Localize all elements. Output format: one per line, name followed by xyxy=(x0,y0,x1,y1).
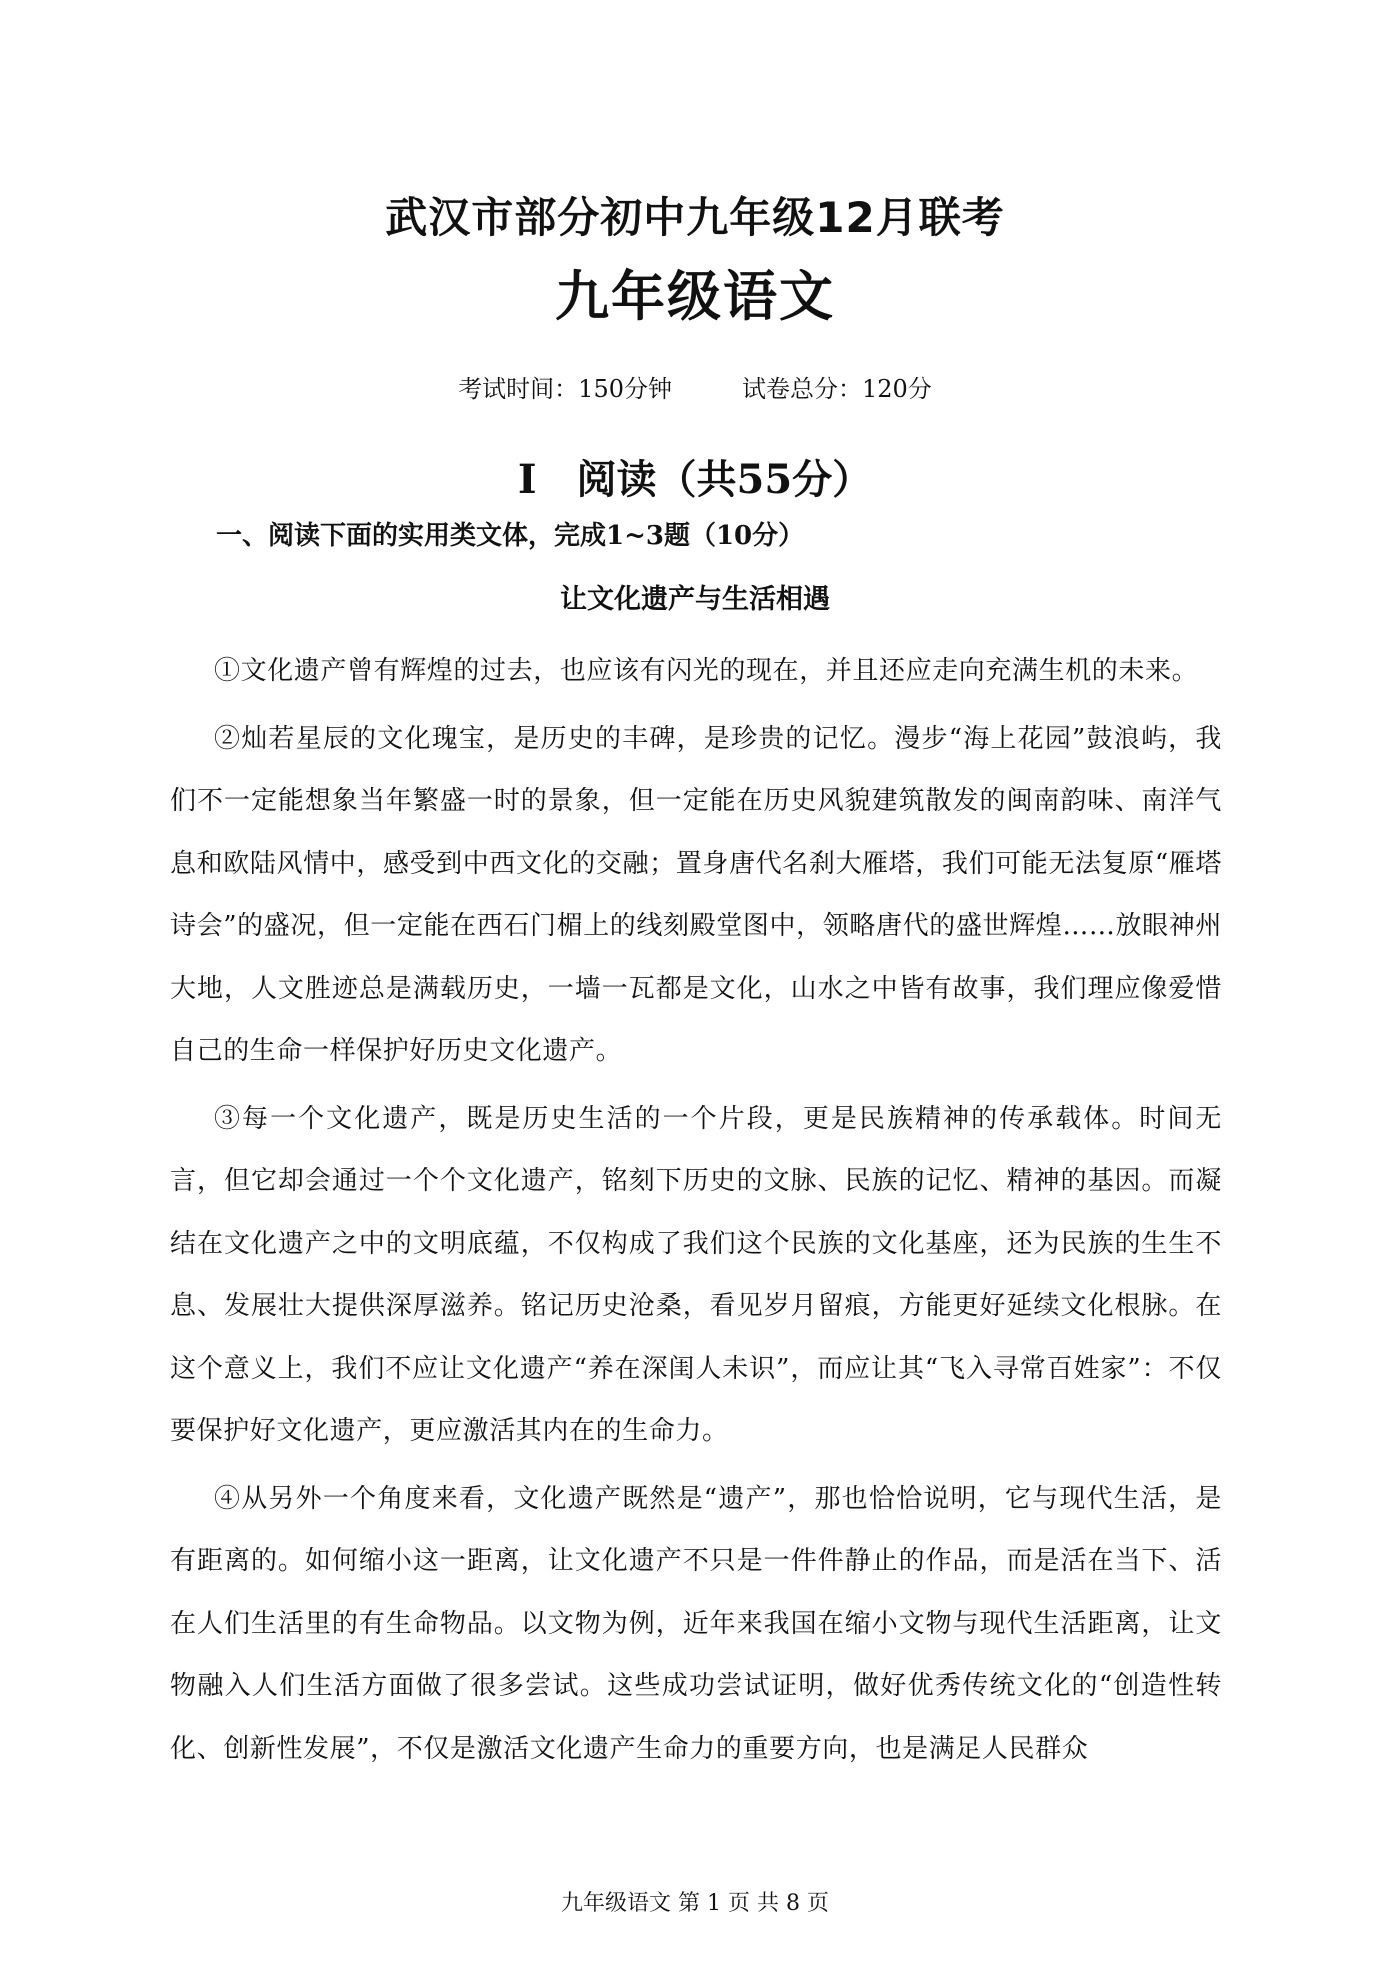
article-paragraph-2: ②灿若星辰的文化瑰宝，是历史的丰碑，是珍贵的记忆。漫步“海上花园”鼓浪屿，我们不一定能想象当年繁盛一时的景象，但一定能在历史风貌建筑散发的闽南韵味、南洋气息和欧陆风情中，感受到中西文化的交融；置身唐代名刹大雁塔，我们可能无法复原“雁塔诗会”的盛况，但一定能在西石门楣上的线刻殿堂图中，领略唐代的盛世辉煌……放眼神州大地，人文胜迹总是满载历史，一墙一瓦都是文化，山水之中皆有故事，我们理应像爱惜自己的生命一样保护好历史文化遗产。 xyxy=(170,723,1222,1066)
page-footer: 九年级语文 第 1 页 共 8 页 xyxy=(561,1891,829,1916)
subject-title: 九年级语文 xyxy=(555,265,835,328)
article-paragraph-4: ④从另外一个角度来看，文化遗产既然是“遗产”，那也恰恰说明，它与现代生活，是有距离的。如何缩小这一距离，让文化遗产不只是一件件静止的作品，而是活在当下、活在人们生活里的有生命物品。以文物为例，近年来我国在缩小文物与现代生活距离，让文物融入人们生活方面做了很多尝试。这些成功尝试证明，做好优秀传统文化的“创造性转化、创新性发展”，不仅是激活文化遗产生命力的重要方向，也是满足人民群众 xyxy=(170,1483,1222,1764)
article-title: 让文化遗产与生活相遇 xyxy=(560,584,830,615)
article-body xyxy=(170,640,1222,1785)
exam-title: 武汉市部分初中九年级12月联考 xyxy=(385,193,1005,242)
exam-time: 考试时间：150分钟 xyxy=(458,375,672,403)
article-paragraph-1: ①文化遗产曾有辉煌的过去，也应该有闪光的现在，并且还应走向充满生机的未来。 xyxy=(214,656,1199,686)
total-score: 试卷总分：120分 xyxy=(742,375,932,403)
section-title: 一、阅读下面的实用类文体，完成1~3题（10分） xyxy=(216,521,805,551)
exam-info xyxy=(0,372,1390,406)
part-title: I 阅读（共55分） xyxy=(517,456,873,503)
article-paragraph-3: ③每一个文化遗产，既是历史生活的一个片段，更是民族精神的传承载体。时间无言，但它却会通过一个个文化遗产，铭刻下历史的文脉、民族的记忆、精神的基因。而凝结在文化遗产之中的文明底蕴，不仅构成了我们这个民族的文化基座，还为民族的生生不息、发展壮大提供深厚滋养。铭记历史沧桑，看见岁月留痕，方能更好延续文化根脉。在这个意义上，我们不应让文化遗产“养在深闺人未识”，而应让其“飞入寻常百姓家”：不仅要保护好文化遗产，更应激活其内在的生命力。 xyxy=(170,1103,1222,1446)
